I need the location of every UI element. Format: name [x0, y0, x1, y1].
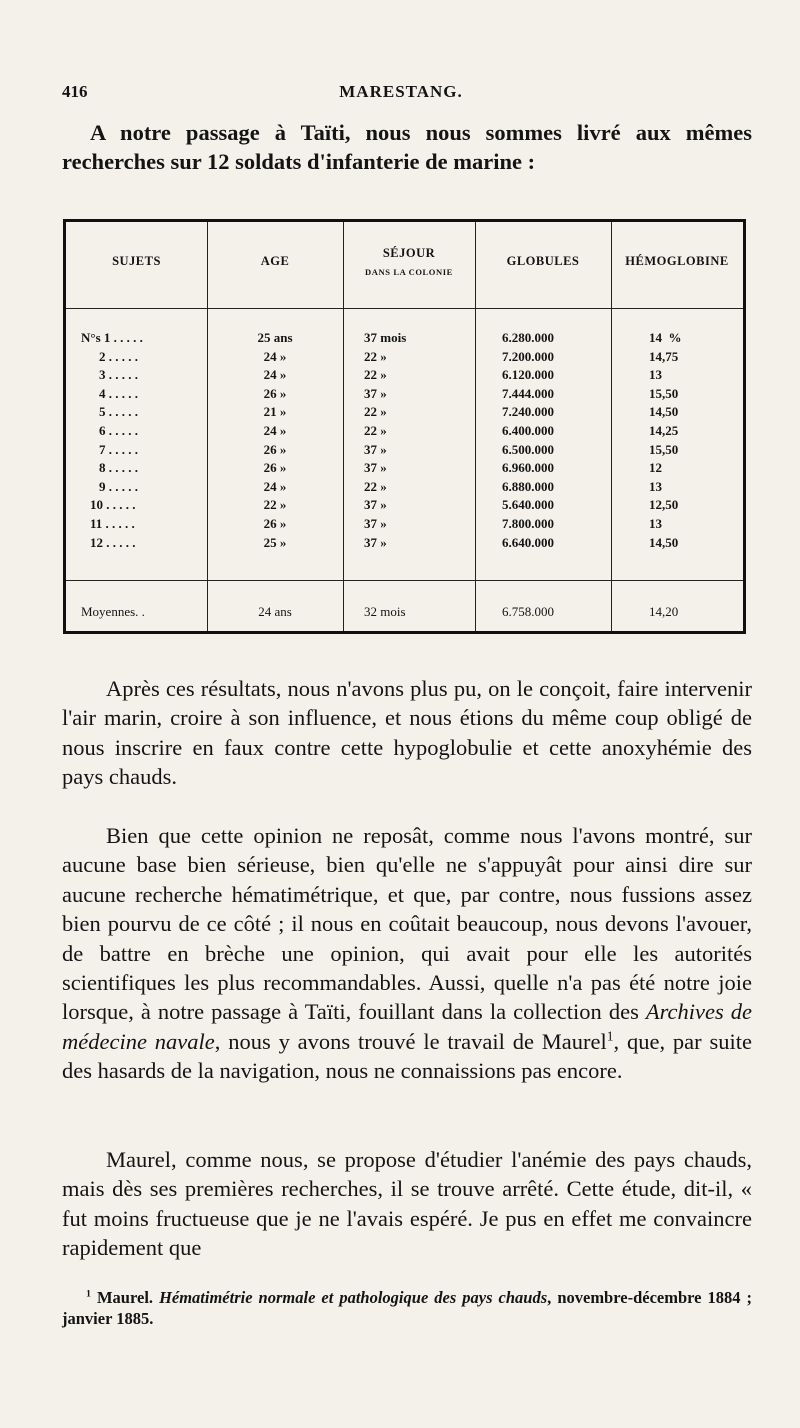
paragraph-2-text-after: , que, par suite des hasards de la navigation, nous ne connaissions pas encore.: [62, 1028, 752, 1084]
cell-sejour: 22 »: [364, 404, 387, 420]
cell-sejour: 22 »: [364, 367, 387, 383]
header-sujets-label: SUJETS: [112, 253, 161, 268]
journal-title: Archives de médecine navale: [62, 999, 753, 1054]
averages-age: 24 ans: [258, 604, 292, 619]
cell-sejour: 37 »: [364, 460, 387, 476]
header-sujets: [66, 222, 207, 300]
cell-sejour: 37 »: [364, 516, 387, 531]
cell-age: 26 »: [263, 385, 287, 401]
cell-hemoglobine: 14,50: [649, 534, 679, 550]
header-age-label: AGE: [260, 253, 290, 268]
cell-age: 26 »: [263, 516, 287, 531]
cell-hemoglobine: 14 %: [649, 330, 682, 345]
cell-sejour: 37 »: [364, 385, 387, 401]
averages-globules: 6.758.000: [502, 604, 554, 619]
table-row: [66, 403, 743, 421]
header-globules: [475, 222, 611, 300]
cell-sejour: 22 »: [364, 478, 387, 494]
footnote-rest: , novembre-décembre 1884 ; janvier 1885.: [62, 1288, 753, 1328]
cell-hemoglobine: 14,25: [649, 423, 679, 438]
header-globules-label: GLOBULES: [506, 253, 580, 268]
averages-sejour: 32 mois: [364, 604, 406, 619]
header-rule: [66, 308, 743, 309]
body-paragraph-3: Maurel, comme nous, se propose d'étudier l'anémie des pays chauds, mais dès ses premières recherches, il se trouve arrêté. Cette étude, dit-il, « fut moins fructueuse que je ne l'avais espéré. Je pus en effet me convaincre rapidement que: [62, 1147, 752, 1261]
header-sejour-sublabel: DANS LA COLONIE: [365, 266, 453, 277]
cell-globules: 6.120.000: [502, 367, 554, 383]
cell-sejour: 37 »: [364, 441, 387, 457]
header-hemoglobine-label: HÉMOGLOBINE: [625, 253, 729, 268]
cell-globules: 6.400.000: [502, 423, 554, 438]
table-row: [66, 422, 743, 440]
cell-globules: 6.500.000: [502, 441, 554, 457]
cell-age: 25 »: [263, 534, 287, 550]
cell-globules: 5.640.000: [502, 497, 554, 513]
cell-sujet: 10 . . . . .: [90, 497, 136, 513]
footnote-title: Hématimétrie normale et pathologique des pays chauds: [159, 1288, 548, 1307]
cell-sujet: 6 . . . . .: [99, 423, 138, 438]
cell-sujet: 8 . . . . .: [99, 460, 138, 476]
cell-hemoglobine: 14,75: [649, 348, 679, 364]
cell-sujet: 7 . . . . .: [99, 441, 138, 457]
cell-sujet: 4 . . . . .: [99, 385, 138, 401]
cell-age: 25 ans: [257, 330, 293, 345]
cell-hemoglobine: 13: [649, 367, 662, 383]
cell-sujet: 12 . . . . .: [90, 534, 136, 550]
table-row: [66, 459, 743, 477]
running-title: MARESTANG.: [339, 82, 463, 101]
cell-globules: 6.280.000: [502, 330, 554, 345]
paragraph-2-text-mid: , nous y avons trouvé le travail de Maurel: [214, 1028, 607, 1054]
cell-sejour: 37 »: [364, 534, 387, 550]
table-row: [66, 348, 743, 366]
footnote-marker: 1: [86, 1288, 91, 1300]
cell-sujet: 3 . . . . .: [99, 367, 138, 383]
cell-hemoglobine: 12: [649, 460, 662, 476]
cell-age: 22 »: [263, 497, 287, 513]
cell-sejour: 37 »: [364, 497, 387, 513]
cell-hemoglobine: 14,50: [649, 404, 679, 420]
cell-age: 21 »: [263, 404, 287, 420]
cell-hemoglobine: 15,50: [649, 385, 679, 401]
data-table: [63, 219, 746, 634]
header-hemoglobine: [611, 222, 743, 300]
intro-paragraph: A notre passage à Taïti, nous nous sommes livré aux mêmes recherches sur 12 soldats d'infanterie de marine :: [62, 120, 752, 175]
table-row: [66, 534, 743, 552]
cell-hemoglobine: 15,50: [649, 441, 679, 457]
cell-age: 24 »: [263, 367, 287, 383]
cell-sujet: 2 . . . . .: [99, 348, 138, 364]
cell-age: 24 »: [263, 423, 287, 438]
table-row: [66, 366, 743, 384]
cell-age: 26 »: [263, 460, 287, 476]
table-row: [66, 478, 743, 496]
header-sejour: [343, 222, 475, 300]
cell-globules: 6.960.000: [502, 460, 554, 476]
cell-globules: 7.444.000: [502, 385, 554, 401]
averages-rule: [66, 580, 743, 581]
paragraph-2-text-before: Bien que cette opinion ne reposât, comme nous l'avons montré, sur aucune base bien sérieuse, bien qu'elle ne s'appuyât pour ainsi dire sur aucune recherche hématimétrique, et que, par contre, nous fussions assez bien pourvu de ce côté ; il nous en coûtait beaucoup, nous devons l'avouer, de battre en brèche une opinion, qui avait pour elle les autorités scientifiques les plus recommandables. Aussi, quelle n'a pas été notre joie lorsque, à notre passage à Taïti, fouillant dans la collection des: [62, 823, 752, 1025]
cell-hemoglobine: 12,50: [649, 497, 679, 513]
cell-globules: 6.640.000: [502, 534, 554, 550]
footnote: [62, 1287, 752, 1329]
cell-hemoglobine: 13: [649, 478, 662, 494]
cell-globules: 6.880.000: [502, 478, 554, 494]
cell-sujet: 11 . . . . .: [90, 516, 135, 531]
body-paragraph-1: Après ces résultats, nous n'avons plus pu, on le conçoit, faire intervenir l'air marin, croire à son influence, et nous étions du même coup obligé de nous inscrire en faux contre cette hypoglobulie et cette anoxyhémie des pays chauds.: [62, 676, 752, 790]
averages-label: Moyennes. .: [81, 604, 145, 619]
cell-age: 26 »: [263, 441, 287, 457]
cell-sujet: N°s 1 . . . . .: [81, 330, 143, 345]
running-header: [62, 82, 740, 106]
table-row: [66, 496, 743, 514]
averages-row: [66, 602, 743, 622]
cell-hemoglobine: 13: [649, 516, 662, 531]
body-paragraph-2: [62, 821, 752, 1086]
cell-globules: 7.800.000: [502, 516, 554, 531]
cell-sejour: 22 »: [364, 348, 387, 364]
header-age: [207, 222, 343, 300]
table-row: [66, 329, 743, 347]
cell-age: 24 »: [263, 478, 287, 494]
cell-globules: 7.200.000: [502, 348, 554, 364]
cell-sejour: 37 mois: [364, 330, 407, 345]
table-row: [66, 385, 743, 403]
cell-sujet: 5 . . . . .: [99, 404, 138, 420]
header-sejour-label: SÉJOUR: [382, 245, 436, 260]
footnote-reference[interactable]: 1: [606, 1028, 614, 1044]
footnote-author: Maurel.: [96, 1288, 154, 1307]
averages-hemoglobine: 14,20: [649, 604, 679, 619]
table-row: [66, 441, 743, 459]
cell-age: 24 »: [263, 348, 287, 364]
page-number: 416: [62, 82, 88, 101]
cell-globules: 7.240.000: [502, 404, 554, 420]
table-row: [66, 515, 743, 533]
cell-sujet: 9 . . . . .: [99, 478, 138, 494]
cell-sejour: 22 »: [364, 423, 387, 438]
